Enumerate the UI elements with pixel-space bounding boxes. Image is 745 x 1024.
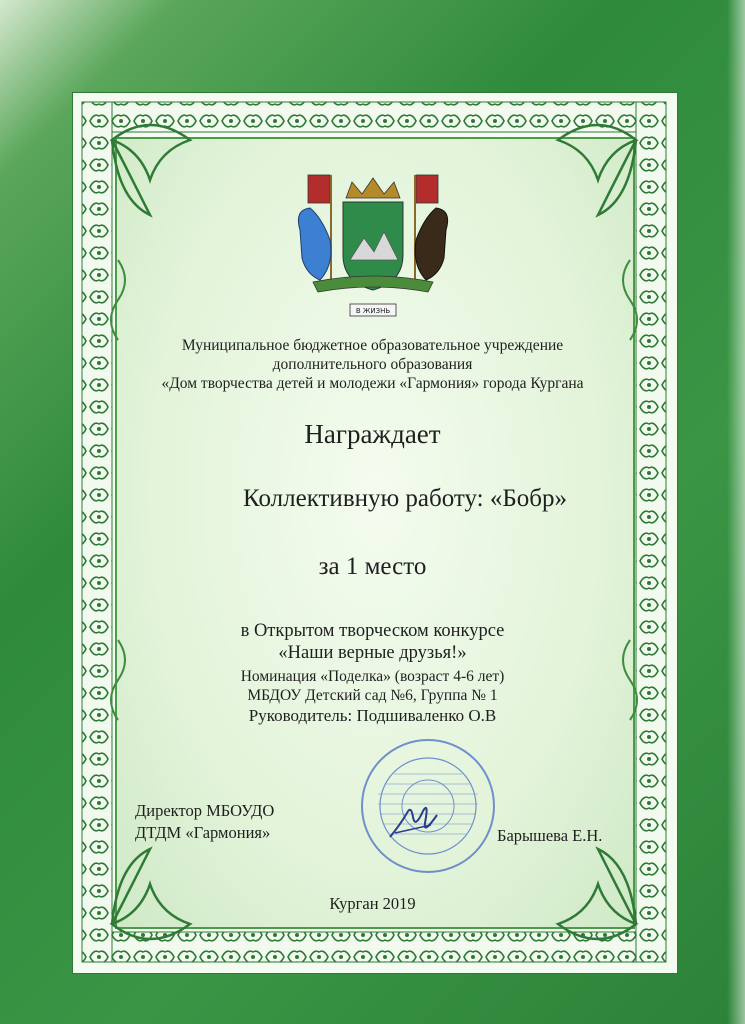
nomination: Номинация «Поделка» (возраст 4-6 лет) [240,668,505,685]
signer-title-line-1: Директор МБОУДО [135,801,275,820]
recipient: Коллективную работу: «Бобр» [243,485,567,512]
svg-text:В ЖИЗНЬ: В ЖИЗНЬ [355,307,391,315]
org-line-2: дополнительного образования [272,356,473,373]
coat-of-arms-emblem-icon [288,170,458,320]
institution: МБДОУ Детский сад №6, Группа № 1 [247,687,498,704]
leader: Руководитель: Подшиваленко О.В [248,706,497,725]
signer-title-line-2: ДТДМ «Гармония» [135,823,271,842]
contest-line-1: в Открытом творческом конкурсе [240,621,505,641]
contest-name [0,620,745,664]
footer-city-year: Курган 2019 [329,894,416,913]
signer-title [135,800,274,844]
award-title: Награждает [304,419,441,449]
signer-name: Барышева Е.Н. [497,826,603,845]
org-line-1: Муниципальное бюджетное образовательное учреждение [181,337,564,354]
place: за 1 место [318,553,427,580]
organization-name [0,336,745,393]
signature-icon [385,795,445,845]
contest-line-2: «Наши верные друзья!» [278,643,467,663]
participant-details [0,667,745,705]
org-line-3: «Дом творчества детей и молодежи «Гармония» города Кургана [161,375,584,392]
